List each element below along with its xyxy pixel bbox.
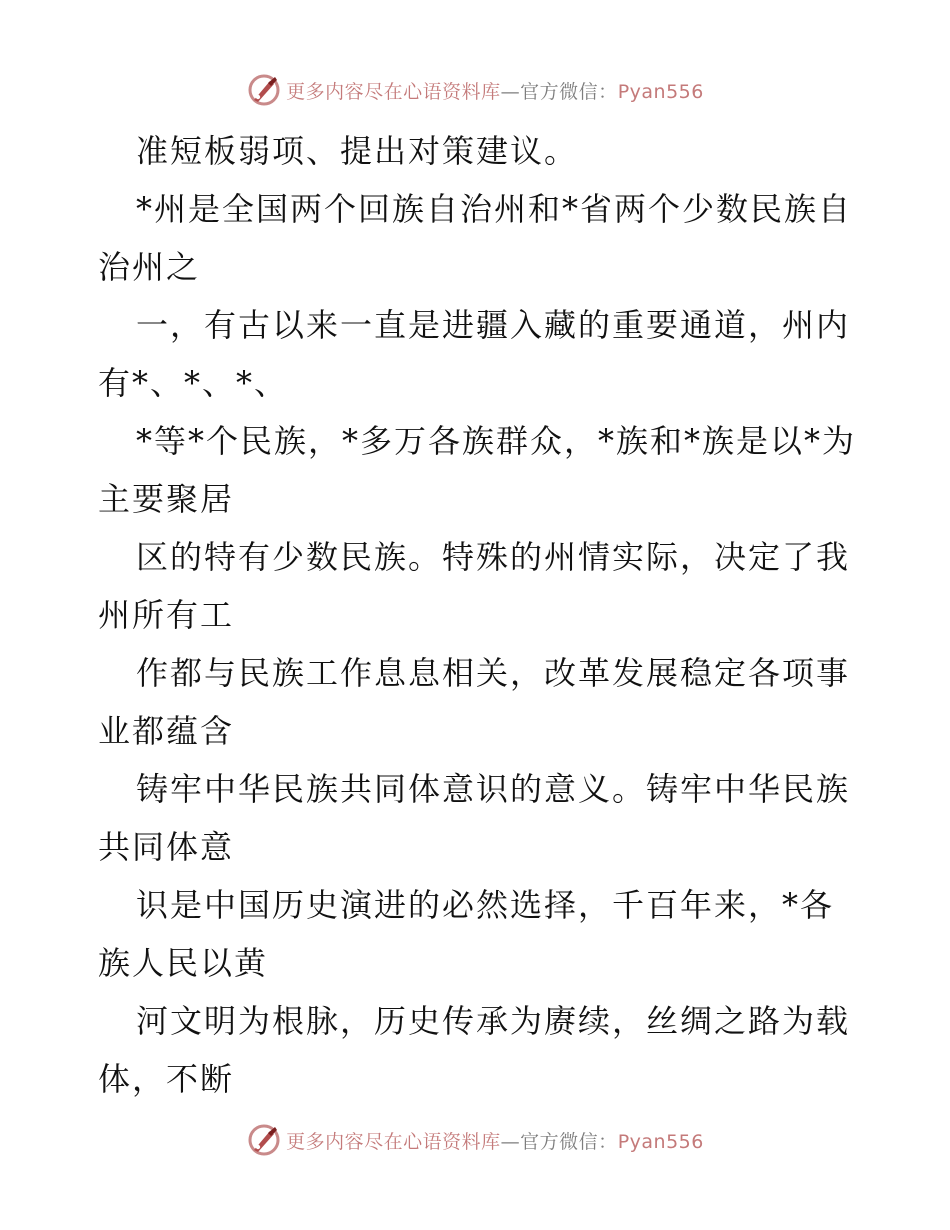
- body-line: 治州之: [98, 248, 201, 286]
- body-line: 共同体意: [98, 828, 235, 866]
- body-line: 一，有古以来一直是进疆入藏的重要通道，州内: [136, 306, 851, 344]
- body-line: *州是全国两个回族自治州和*省两个少数民族自: [136, 190, 853, 228]
- watermark-separator-text: —官方微信：: [500, 80, 618, 103]
- body-line: 河文明为根脉，历史传承为赓续，丝绸之路为载: [136, 1002, 851, 1040]
- body-line: 作都与民族工作息息相关，改革发展稳定各项事: [136, 654, 851, 692]
- footer-watermark: [0, 1120, 950, 1160]
- watermark-id-text: Pyan556: [617, 80, 704, 103]
- body-line: 识是中国历史演进的必然选择，千百年来，*各: [136, 886, 835, 924]
- body-line: 铸牢中华民族共同体意识的意义。铸牢中华民族: [136, 770, 851, 808]
- body-line: 主要聚居: [98, 480, 235, 518]
- body-line: 区的特有少数民族。特殊的州情实际，决定了我: [136, 538, 851, 576]
- body-line: 业都蕴含: [98, 712, 235, 750]
- watermark-main-text: 更多内容尽在心语资料库: [286, 80, 501, 103]
- watermark-text: [286, 1127, 704, 1154]
- document-body: [98, 122, 858, 1108]
- watermark-id-text: Pyan556: [617, 1130, 704, 1153]
- body-line: 族人民以黄: [98, 944, 269, 982]
- watermark-text: [286, 77, 704, 104]
- body-line: 有*、*、*、: [98, 364, 289, 402]
- quill-pen-logo-icon: [246, 1122, 282, 1158]
- quill-pen-logo-icon: [246, 72, 282, 108]
- body-line: *等*个民族，*多万各族群众，*族和*族是以*为: [136, 422, 857, 460]
- watermark-separator-text: —官方微信：: [500, 1130, 618, 1153]
- watermark-main-text: 更多内容尽在心语资料库: [286, 1130, 501, 1153]
- header-watermark: [0, 70, 950, 110]
- body-line: 体，不断: [98, 1060, 235, 1098]
- body-line: 准短板弱项、提出对策建议。: [136, 132, 579, 170]
- body-line: 州所有工: [98, 596, 235, 634]
